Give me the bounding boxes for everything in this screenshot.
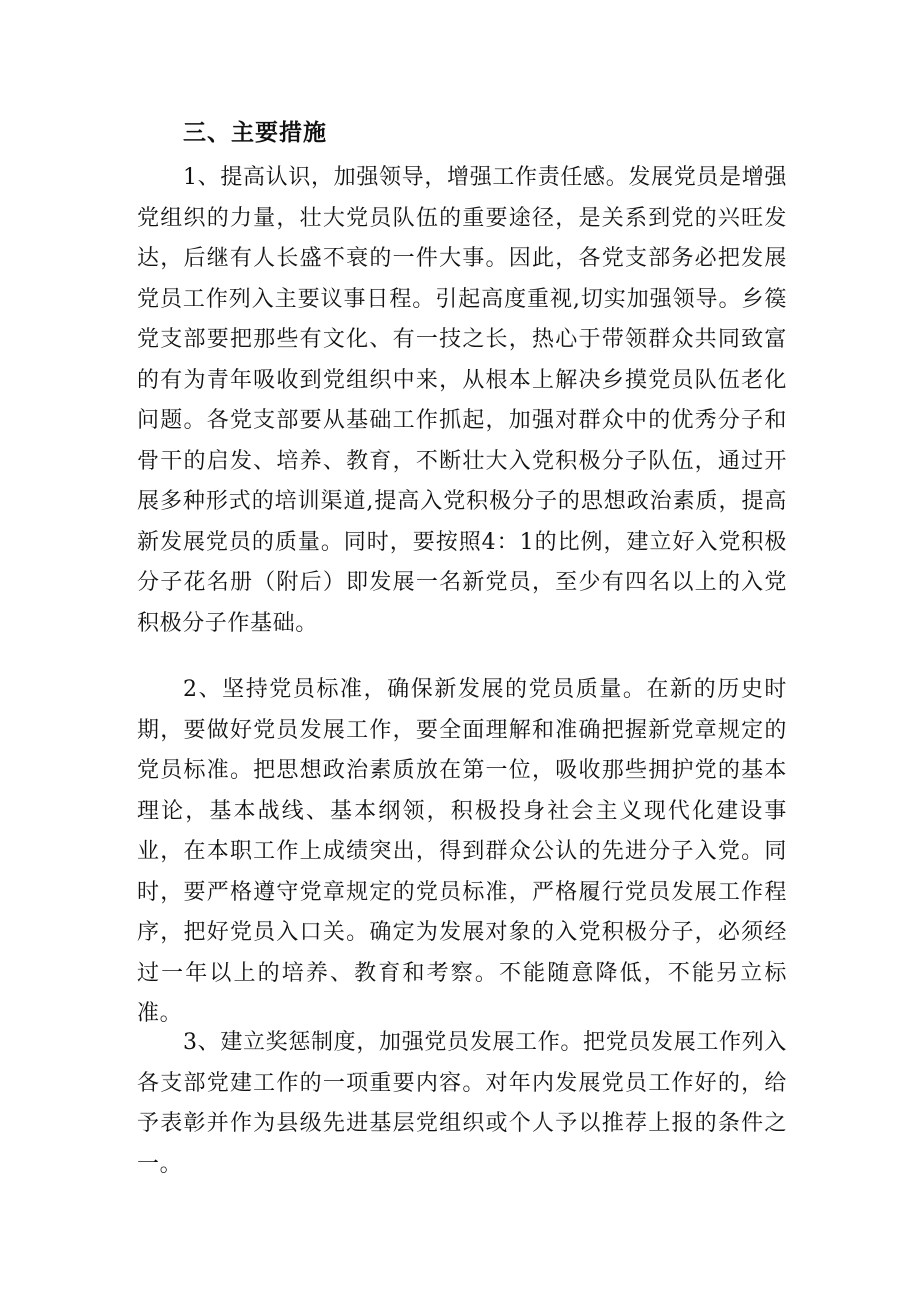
section-heading: 三、主要措施 xyxy=(183,120,327,146)
paragraph-measure-1: 1、提高认识，加强领导，增强工作责任感。发展党员是增强党组织的力量，壮大党员队伍的重要途径，是关系到党的兴旺发达，后继有人长盛不衰的一件大事。因此，各党支部务必把发展党员工作列入主要议事日程。引起高度重视,切实加强领导。乡篌党支部要把那些有文化、有一技之长，热心于带领群众共同致富的有为青年吸收到党组织中来，从根本上解决乡摸党员队伍老化问题。各党支部要从基础工作抓起，加强对群众中的优秀分子和骨干的启发、培养、教育，不断壮大入党积极分子队伍，通过开展多种形式的培训渠道,提高入党积极分子的思想政治素质，提高新发展党员的质量。同时，要按照4：1的比例，建立好入党积极分子花名册（附后）即发展一名新党员，至少有四名以上的入党积极分子作基础。 xyxy=(137,165,787,636)
paragraph-measure-3: 3、建立奖惩制度，加强党员发展工作。把党员发展工作列入各支部党建工作的一项重要内容。对年内发展党员工作好的，给予表彰并作为县级先进基层党组织或个人予以推荐上报的条件之一。 xyxy=(137,1030,787,1177)
paragraph-measure-2: 2、坚持党员标准，确保新发展的党员质量。在新的历史时期，要做好党员发展工作，要全面理解和准确把握新党章规定的党员标准。把思想政治素质放在第一位，吸收那些拥护党的基本理论，基本战线、基本纲领，积极投身社会主义现代化建设事业，在本职工作上成绩突出，得到群众公认的先进分子入党。同时，要严格遵守党章规定的党员标准，严格履行党员发展工作程序，把好党员入口关。确定为发展对象的入党积极分子，必须经过一年以上的培养、教育和考察。不能随意降低，不能另立标准。 xyxy=(137,677,787,1026)
